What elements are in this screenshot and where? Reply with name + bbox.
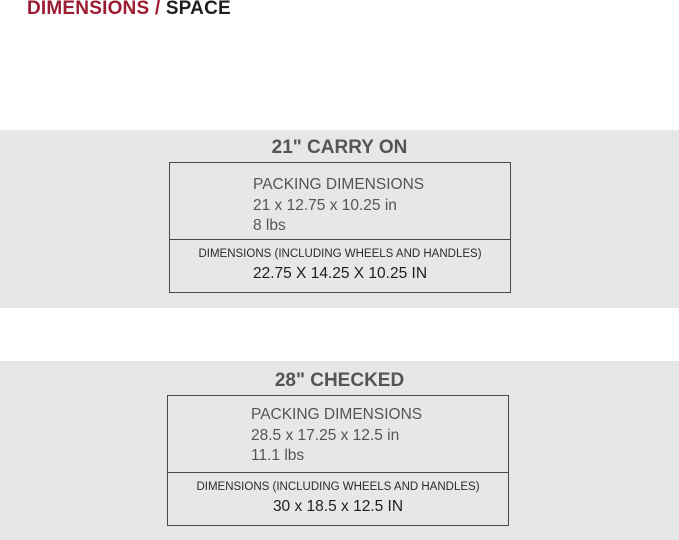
weight-value: 11.1 lbs	[251, 447, 305, 464]
heading-secondary: SPACE	[165, 0, 231, 19]
packing-dimensions-panel	[168, 396, 508, 473]
spec-box	[169, 162, 511, 293]
overall-dimensions-panel	[170, 240, 510, 292]
packing-label: PACKING DIMENSIONS	[253, 176, 425, 193]
page-heading	[27, 0, 231, 20]
heading-separator: /	[154, 0, 161, 19]
section-title: 28" CHECKED	[274, 370, 405, 391]
packing-size: 28.5 x 17.25 x 12.5 in	[251, 426, 400, 444]
carry-on-section	[0, 130, 679, 308]
overall-label: DIMENSIONS (INCLUDING WHEELS AND HANDLES)	[198, 248, 482, 260]
packing-label: PACKING DIMENSIONS	[251, 406, 423, 423]
section-title: 21" CARRY ON	[271, 137, 408, 158]
packing-size: 21 x 12.75 x 10.25 in	[253, 196, 397, 214]
checked-section	[0, 361, 679, 540]
weight-value: 8 lbs	[253, 217, 286, 234]
packing-dimensions-panel	[170, 163, 510, 240]
overall-size: 22.75 X 14.25 X 10.25 IN	[252, 265, 428, 282]
overall-dimensions-panel	[168, 473, 508, 525]
heading-primary: DIMENSIONS	[27, 0, 150, 19]
overall-label: DIMENSIONS (INCLUDING WHEELS AND HANDLES)	[196, 481, 480, 493]
overall-size: 30 x 18.5 x 12.5 IN	[272, 498, 404, 515]
spec-box	[167, 395, 509, 526]
